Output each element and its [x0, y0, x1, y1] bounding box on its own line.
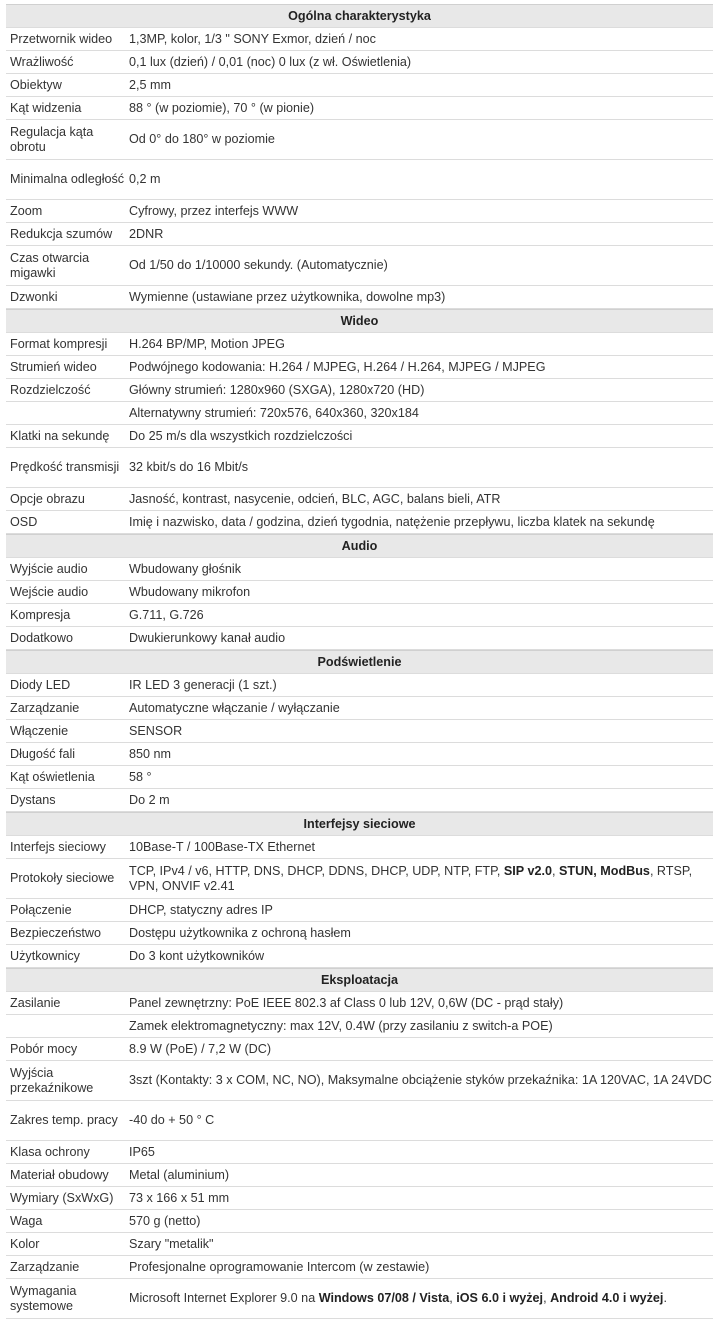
spec-label: Włączenie	[10, 723, 69, 738]
spec-label: Waga	[10, 1213, 43, 1228]
spec-label: Przetwornik wideo	[10, 31, 113, 46]
spec-row	[6, 674, 713, 697]
spec-value: 1,3MP, kolor, 1/3 " SONY Exmor, dzień / noc	[129, 31, 376, 46]
spec-label: Diody LED	[10, 677, 71, 692]
spec-label: Dystans	[10, 792, 56, 807]
spec-row	[6, 379, 713, 402]
spec-value-bold: iOS 6.0 i wyżej	[456, 1291, 544, 1305]
spec-label: Zoom	[10, 203, 43, 218]
spec-row	[6, 720, 713, 743]
spec-row	[6, 945, 713, 968]
spec-row	[6, 604, 713, 627]
spec-label: Klatki na sekundę	[10, 428, 110, 443]
spec-value: 2,5 mm	[129, 77, 171, 92]
spec-label: Dodatkowo	[10, 630, 74, 645]
spec-label: Zakres temp. pracy	[10, 1113, 118, 1127]
spec-value: Zamek elektromagnetyczny: max 12V, 0.4W (przy zasilaniu z switch-a POE)	[129, 1018, 553, 1033]
spec-value: Panel zewnętrzny: PoE IEEE 802.3 af Class 0 lub 12V, 0,6W (DC - prąd stały)	[129, 995, 564, 1010]
spec-value: Do 2 m	[129, 792, 170, 807]
spec-value: H.264 BP/MP, Motion JPEG	[129, 336, 285, 351]
spec-label: Kolor	[10, 1236, 40, 1251]
spec-row	[6, 1210, 713, 1233]
spec-value: 0,2 m	[129, 172, 161, 186]
spec-label: Wymiary (SxWxG)	[10, 1190, 114, 1205]
spec-value-bold: SIP v2.0	[503, 863, 552, 878]
spec-label: Kąt oświetlenia	[10, 769, 95, 784]
spec-row	[6, 992, 713, 1015]
spec-label: Redukcja szumów	[10, 226, 113, 241]
spec-row	[6, 97, 713, 120]
spec-row	[6, 74, 713, 97]
spec-value: Dostępu użytkownika z ochroną hasłem	[129, 925, 351, 940]
section-header: Interfejsy sieciowe	[6, 812, 713, 836]
spec-label: Kąt widzenia	[10, 100, 82, 115]
spec-label: Rozdzielczość	[10, 382, 91, 397]
spec-value: Szary "metalik"	[129, 1236, 214, 1251]
spec-value-text: ,	[551, 863, 559, 878]
spec-label: Zarządzanie	[10, 1259, 80, 1274]
spec-row	[6, 333, 713, 356]
spec-value: Metal (aluminium)	[129, 1167, 230, 1182]
spec-label: Zarządzanie	[10, 700, 80, 715]
spec-label: Minimalna odległość	[10, 172, 125, 186]
spec-value: IP65	[129, 1144, 155, 1159]
spec-value: Podwójnego kodowania: H.264 / MJPEG, H.264 / H.264, MJPEG / MJPEG	[129, 359, 546, 374]
spec-row	[6, 425, 713, 448]
spec-label: Obiektyw	[10, 77, 62, 92]
spec-row	[6, 627, 713, 650]
spec-row	[6, 51, 713, 74]
spec-label: Wyjście audio	[10, 561, 88, 576]
spec-table	[6, 4, 713, 1319]
spec-label: Wyjścia przekaźnikowe	[10, 1065, 94, 1095]
spec-row	[6, 448, 713, 488]
spec-row	[6, 1141, 713, 1164]
spec-value: Automatyczne włączanie / wyłączanie	[129, 700, 340, 715]
spec-label: Wymagania systemowe	[10, 1283, 77, 1313]
spec-row	[6, 28, 713, 51]
spec-value	[125, 864, 713, 894]
spec-value: 8.9 W (PoE) / 7,2 W (DC)	[129, 1041, 272, 1056]
spec-row	[6, 160, 713, 200]
spec-value: Imię i nazwisko, data / godzina, dzień tygodnia, natężenie przepływu, liczba klatek na sekundę	[129, 514, 655, 529]
spec-value: Alternatywny strumień: 720x576, 640x360, 320x184	[129, 405, 419, 420]
spec-row	[6, 1101, 713, 1141]
spec-label: Protokoły sieciowe	[10, 871, 115, 885]
spec-row	[6, 511, 713, 534]
spec-value-text: Microsoft Internet Explorer 9.0 na	[129, 1291, 319, 1305]
spec-label: Długość fali	[10, 746, 76, 761]
section-header: Audio	[6, 534, 713, 558]
spec-value: Dwukierunkowy kanał audio	[129, 630, 286, 645]
spec-value	[125, 1291, 713, 1306]
spec-row	[6, 1038, 713, 1061]
spec-row	[6, 1061, 713, 1101]
spec-label: Regulacja kąta obrotu	[10, 124, 94, 154]
spec-value: -40 do + 50 ° C	[129, 1113, 215, 1127]
spec-label: Bezpieczeństwo	[10, 925, 102, 940]
spec-value: Profesjonalne oprogramowanie Intercom (w zestawie)	[129, 1259, 430, 1274]
section-header: Eksploatacja	[6, 968, 713, 992]
spec-row	[6, 200, 713, 223]
spec-label: Format kompresji	[10, 336, 108, 351]
spec-value: Od 0° do 180° w poziomie	[129, 132, 275, 146]
spec-value-text: TCP, IPv4 / v6, HTTP, DNS, DHCP, DDNS, DHCP, UDP, NTP, FTP,	[129, 863, 504, 878]
spec-value: 73 x 166 x 51 mm	[129, 1190, 230, 1205]
spec-label: Opcje obrazu	[10, 491, 85, 506]
spec-row	[6, 1015, 713, 1038]
spec-value: Do 25 m/s dla wszystkich rozdzielczości	[129, 428, 353, 443]
spec-label: OSD	[10, 514, 38, 529]
spec-row	[6, 743, 713, 766]
spec-value: 850 nm	[129, 746, 172, 761]
spec-label: Materiał obudowy	[10, 1167, 109, 1182]
spec-row	[6, 120, 713, 160]
section-header: Podświetlenie	[6, 650, 713, 674]
section-header: Ogólna charakterystyka	[6, 4, 713, 28]
spec-row	[6, 581, 713, 604]
spec-row	[6, 766, 713, 789]
spec-value: 2DNR	[129, 226, 164, 241]
spec-row	[6, 1187, 713, 1210]
spec-label: Strumień wideo	[10, 359, 97, 374]
spec-value: Od 1/50 do 1/10000 sekundy. (Automatycznie)	[129, 258, 388, 272]
spec-row	[6, 286, 713, 309]
spec-row	[6, 899, 713, 922]
spec-row	[6, 223, 713, 246]
spec-value: 0,1 lux (dzień) / 0,01 (noc) 0 lux (z wł. Oświetlenia)	[129, 54, 412, 69]
spec-label: Prędkość transmisji	[10, 460, 120, 474]
spec-label: Czas otwarcia migawki	[10, 250, 90, 280]
spec-value-text: , RTSP, VPN, ONVIF v2.41	[129, 863, 693, 893]
spec-value: DHCP, statyczny adres IP	[129, 902, 273, 917]
spec-row	[6, 356, 713, 379]
spec-value: 58 °	[129, 769, 152, 784]
spec-label: Wejście audio	[10, 584, 89, 599]
spec-label: Zasilanie	[10, 995, 61, 1010]
spec-value: G.711, G.726	[129, 607, 204, 622]
spec-label: Klasa ochrony	[10, 1144, 90, 1159]
spec-value-text: ,	[449, 1291, 457, 1305]
spec-value: 88 ° (w poziomie), 70 ° (w pionie)	[129, 100, 315, 115]
spec-label: Interfejs sieciowy	[10, 839, 106, 854]
spec-value: Cyfrowy, przez interfejs WWW	[129, 203, 299, 218]
spec-row	[6, 488, 713, 511]
spec-label: Kompresja	[10, 607, 71, 622]
spec-value: 32 kbit/s do 16 Mbit/s	[129, 460, 249, 474]
spec-row	[6, 1256, 713, 1279]
spec-value-text: .	[663, 1291, 667, 1305]
spec-label: Dzwonki	[10, 289, 58, 304]
spec-value: Główny strumień: 1280x960 (SXGA), 1280x720 (HD)	[129, 382, 425, 397]
spec-value-bold: Windows 07/08 / Vista	[318, 1291, 450, 1305]
spec-row	[6, 836, 713, 859]
spec-value: SENSOR	[129, 723, 183, 738]
spec-value: 10Base-T / 100Base-TX Ethernet	[129, 839, 315, 854]
spec-label: Pobór mocy	[10, 1041, 78, 1056]
spec-row	[6, 697, 713, 720]
spec-value-bold: Android 4.0 i wyżej	[550, 1291, 664, 1305]
spec-label: Wrażliwość	[10, 54, 74, 69]
spec-row	[6, 402, 713, 425]
spec-label: Połączenie	[10, 902, 72, 917]
spec-row	[6, 1279, 713, 1319]
spec-value-text: ,	[543, 1291, 551, 1305]
spec-row	[6, 859, 713, 899]
spec-row	[6, 1233, 713, 1256]
spec-row	[6, 789, 713, 812]
spec-row	[6, 558, 713, 581]
section-header: Wideo	[6, 309, 713, 333]
spec-value: 3szt (Kontakty: 3 x COM, NC, NO), Maksymalne obciążenie styków przekaźnika: 1A 120VAC, 1A 24VDC	[129, 1073, 712, 1087]
spec-row	[6, 1164, 713, 1187]
spec-value: Do 3 kont użytkowników	[129, 948, 265, 963]
spec-value: Wymienne (ustawiane przez użytkownika, dowolne mp3)	[129, 289, 446, 304]
spec-value: IR LED 3 generacji (1 szt.)	[129, 677, 277, 692]
spec-value: Wbudowany głośnik	[129, 561, 242, 576]
spec-row	[6, 922, 713, 945]
spec-value: Jasność, kontrast, nasycenie, odcień, BLC, AGC, balans bieli, ATR	[129, 491, 501, 506]
spec-value: 570 g (netto)	[129, 1213, 201, 1228]
spec-label: Użytkownicy	[10, 948, 80, 963]
spec-row	[6, 246, 713, 286]
spec-value: Wbudowany mikrofon	[129, 584, 251, 599]
spec-value-bold: STUN, ModBus	[558, 863, 650, 878]
